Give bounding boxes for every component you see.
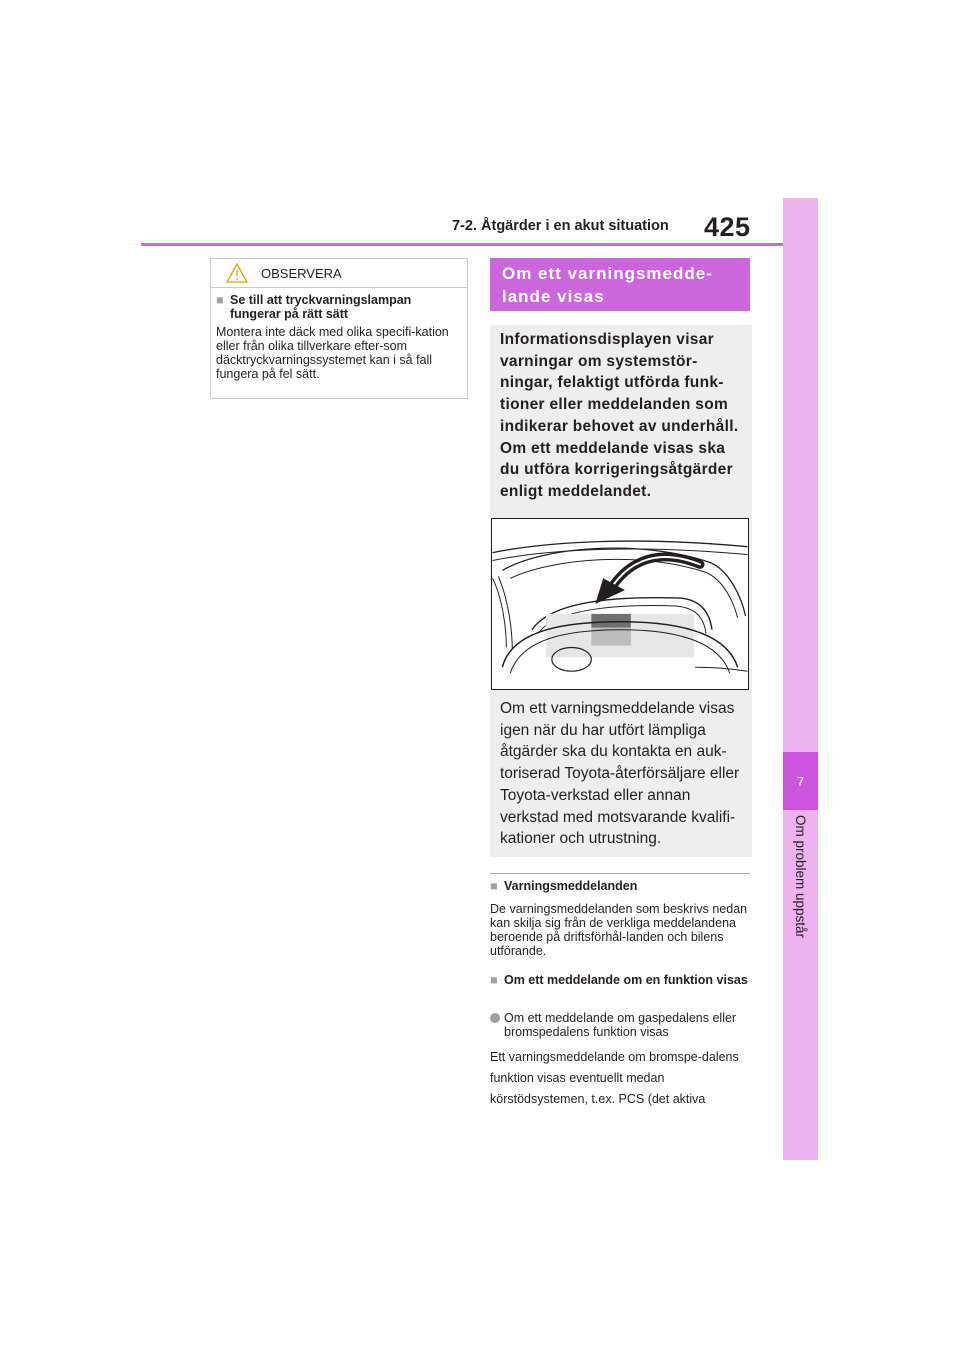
square-bullet-icon: ■ (490, 973, 498, 987)
header-rule (141, 243, 783, 246)
chapter-number: 7 (783, 752, 818, 810)
square-bullet-icon: ■ (216, 293, 224, 307)
chapter-side-tab (783, 198, 818, 1160)
subheading-function-message (490, 973, 752, 987)
bullet-item (490, 1011, 752, 1039)
caution-box (210, 258, 468, 399)
square-bullet-icon: ■ (490, 879, 498, 893)
section-title: 7-2. Åtgärder i en akut situation (452, 218, 669, 234)
section-heading: Om ett varningsmedde-lande visas (490, 258, 750, 311)
divider (490, 873, 750, 874)
warnings-tail-text: Ett varningsmeddelande om bromspe-dalens funktion visas eventuellt medan körstödsystemen, t.ex. PCS (det aktiva (490, 1050, 739, 1106)
warning-triangle-icon (226, 263, 248, 283)
bullet-text: Om ett meddelande om gaspedalens eller bromspedalens funktion visas (504, 1011, 737, 1039)
caution-heading (216, 293, 461, 321)
instrument-cluster-illustration (491, 518, 749, 690)
subheading-text: Varningsmeddelanden (504, 879, 638, 893)
caution-header (211, 259, 467, 288)
page-number: 425 (704, 212, 751, 242)
chapter-title-text: Om problem uppstår (792, 815, 808, 939)
caution-heading-text: Se till att tryckvarningslampan fungerar på rätt sätt (230, 293, 412, 321)
chapter-title (783, 815, 818, 965)
info-panel-intro: Informationsdisplayen visar varningar om systemstör-ningar, felaktigt utförda funk-tioner eller meddelanden som indikerar behovet av underhåll. Om ett meddelande visas ska du utföra korrigeringsåtgärder enligt meddelandet. (500, 331, 739, 500)
caution-body: Montera inte däck med olika specifi-kation eller från olika tillverkare efter-som däcktryckvarningssystemet kan i så fall fungera på fel sätt. (216, 325, 449, 381)
round-bullet-icon (490, 1013, 500, 1023)
warnings-body: De varningsmeddelanden som beskrivs nedan kan skilja sig från de verkliga meddelandena beroende på driftsförhål-landen och bilens utförande. (490, 902, 748, 958)
subheading-warning-messages (490, 879, 752, 893)
subheading-text: Om ett meddelande om en funktion visas (504, 973, 748, 987)
info-panel-note: Om ett varningsmeddelande visas igen när du har utfört lämpliga åtgärder ska du kontakta en auk-toriserad Toyota-återförsäljare eller Toyota-verkstad eller annan verkstad med motsvarande kvalifi-kationer och utrustning. (500, 700, 740, 848)
caution-title: OBSERVERA (261, 266, 342, 281)
